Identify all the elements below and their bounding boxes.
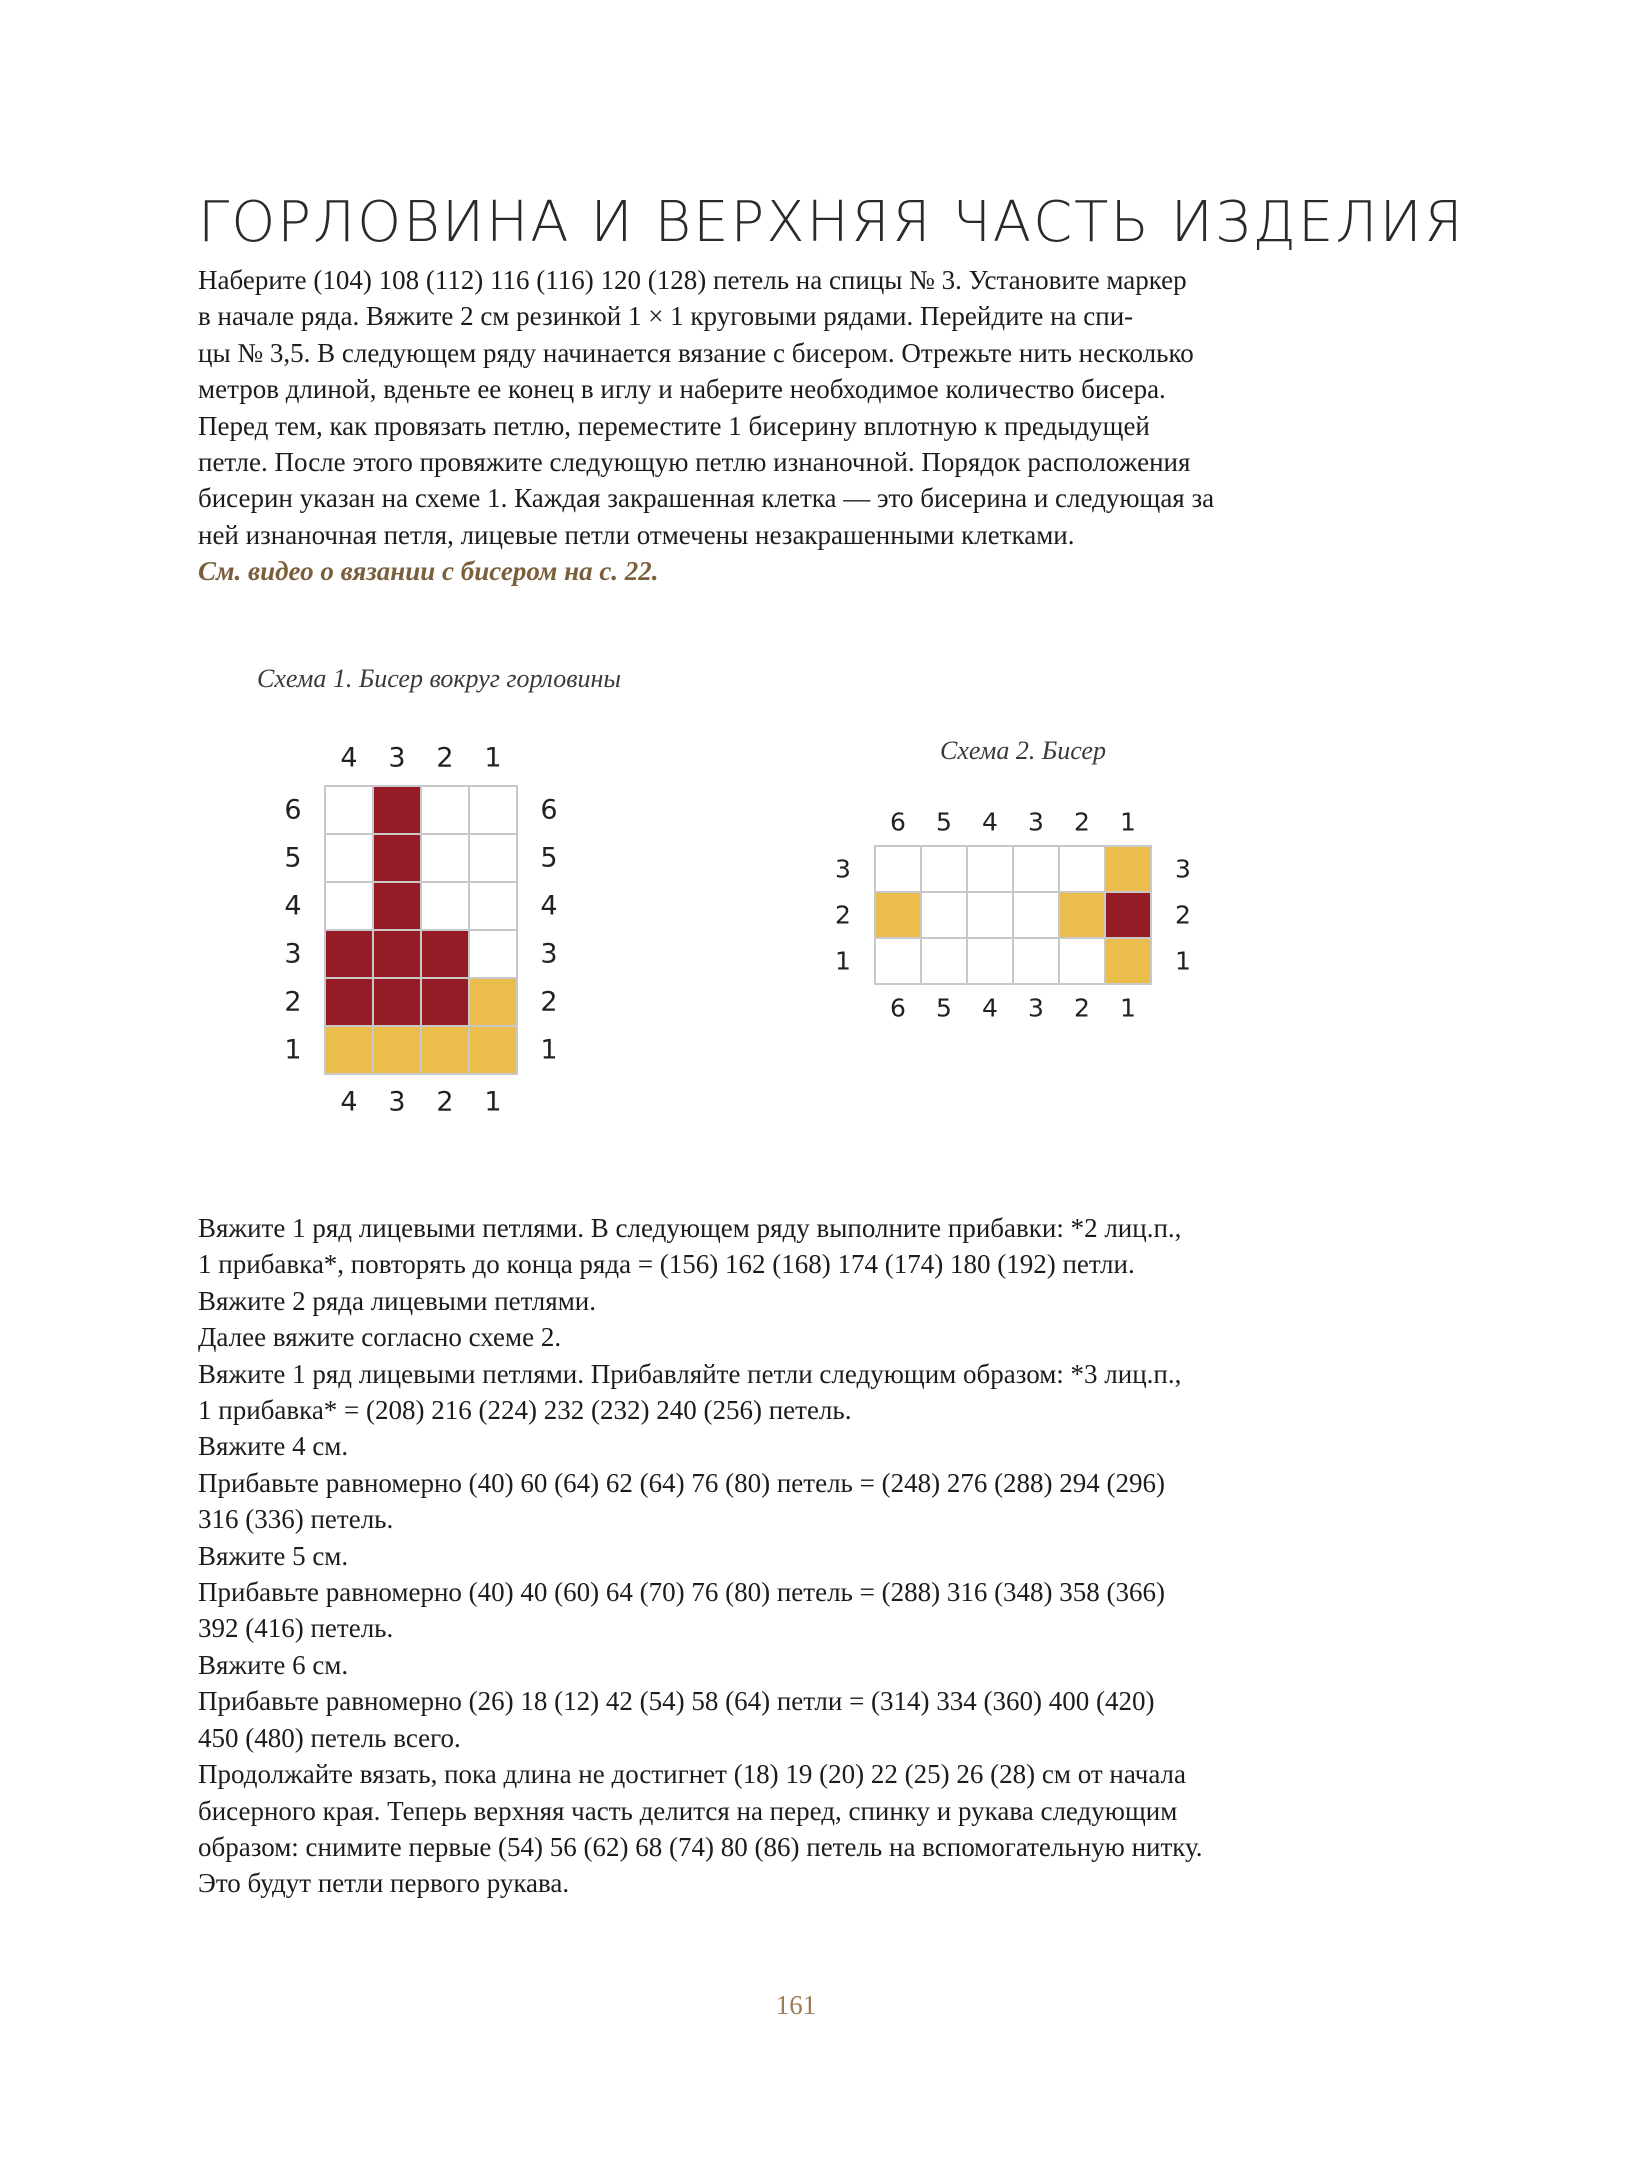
- bead-cell-red: [325, 978, 373, 1026]
- column-label-bottom: 3: [1028, 993, 1044, 1023]
- text-line: образом: снимите первые (54) 56 (62) 68 (74) 80 (86) петель на вспомогательную нитку.: [198, 1831, 1203, 1862]
- bead-cell-gold: [469, 1026, 517, 1074]
- bead-cell-red: [373, 786, 421, 834]
- text-line: цы № 3,5. В следующем ряду начинается вязание с бисером. Отрежьте нить несколько: [198, 337, 1194, 368]
- bead-cell-red: [325, 930, 373, 978]
- row-label-right: 2: [540, 986, 558, 1018]
- bead-cell-gold: [1105, 846, 1151, 892]
- text-line: Вяжите 2 ряда лицевыми петлями.: [198, 1285, 596, 1316]
- text-line: Вяжите 5 см.: [198, 1540, 349, 1571]
- bead-cell-gold: [1059, 892, 1105, 938]
- chart-1-bead-neckline: [270, 736, 620, 1124]
- text-line: Прибавьте равномерно (26) 18 (12) 42 (54) 58 (64) петли = (314) 334 (360) 400 (420): [198, 1686, 1155, 1717]
- chart-2-beads: [820, 800, 1260, 1030]
- text-line: 1 прибавка*, повторять до конца ряда = (156) 162 (168) 174 (174) 180 (192) петли.: [198, 1249, 1135, 1280]
- empty-cell: [469, 930, 517, 978]
- empty-cell: [1013, 846, 1059, 892]
- row-label-right: 3: [540, 938, 558, 970]
- column-label-top: 4: [982, 807, 998, 837]
- text-line: Продолжайте вязать, пока длина не достигнет (18) 19 (20) 22 (25) 26 (28) см от начала: [198, 1759, 1186, 1790]
- bead-cell-gold: [875, 892, 921, 938]
- column-label-top: 2: [1074, 807, 1090, 837]
- text-line: ней изнаночная петля, лицевые петли отмечены незакрашенными клетками.: [198, 519, 1075, 550]
- row-label-left: 2: [284, 986, 302, 1018]
- row-label-right: 3: [1175, 854, 1191, 884]
- bead-cell-red: [373, 834, 421, 882]
- empty-cell: [325, 786, 373, 834]
- column-label-top: 1: [1120, 807, 1136, 837]
- empty-cell: [921, 938, 967, 984]
- text-line: Наберите (104) 108 (112) 116 (116) 120 (128) петель на спицы № 3. Установите маркер: [198, 265, 1187, 295]
- row-label-left: 4: [284, 890, 302, 922]
- bead-cell-red: [373, 930, 421, 978]
- text-line: петле. После этого провяжите следующую петлю изнаночной. Порядок расположения: [198, 447, 1191, 478]
- column-label-top: 2: [436, 742, 454, 774]
- bead-cell-gold: [469, 978, 517, 1026]
- row-label-left: 3: [284, 938, 302, 970]
- text-line: Вяжите 1 ряд лицевыми петлями. Прибавляйте петли следующим образом: *3 лиц.п.,: [198, 1358, 1182, 1389]
- row-label-right: 2: [1175, 900, 1191, 930]
- row-label-right: 1: [540, 1034, 558, 1066]
- text-line: бисерного края. Теперь верхняя часть делится на перед, спинку и рукава следующим: [198, 1795, 1178, 1826]
- bead-cell-red: [421, 930, 469, 978]
- text-line: Прибавьте равномерно (40) 40 (60) 64 (70) 76 (80) петель = (288) 316 (348) 358 (366): [198, 1577, 1166, 1608]
- text-line: Вяжите 6 см.: [198, 1649, 349, 1680]
- page-title: ГОРЛОВИНА И ВЕРХНЯЯ ЧАСТЬ ИЗДЕЛИЯ: [198, 190, 1465, 255]
- row-label-left: 1: [835, 946, 851, 976]
- bead-cell-red: [1105, 892, 1151, 938]
- text-line: Далее вяжите согласно схеме 2.: [198, 1322, 562, 1353]
- row-label-right: 1: [1175, 946, 1191, 976]
- empty-cell: [325, 834, 373, 882]
- empty-cell: [1013, 938, 1059, 984]
- page-number: 161: [775, 1990, 817, 2020]
- empty-cell: [421, 786, 469, 834]
- row-label-right: 5: [540, 842, 558, 874]
- empty-cell: [921, 892, 967, 938]
- empty-cell: [875, 938, 921, 984]
- empty-cell: [421, 834, 469, 882]
- column-label-top: 3: [1028, 807, 1044, 837]
- column-label-bottom: 1: [484, 1086, 502, 1118]
- empty-cell: [1059, 846, 1105, 892]
- text-line: Вяжите 1 ряд лицевыми петлями. В следующем ряду выполните прибавки: *2 лиц.п.,: [198, 1213, 1182, 1243]
- text-line: 450 (480) петель всего.: [198, 1722, 461, 1753]
- text-line: 392 (416) петель.: [198, 1613, 394, 1644]
- column-label-top: 4: [340, 742, 358, 774]
- text-line: Прибавьте равномерно (40) 60 (64) 62 (64) 76 (80) петель = (248) 276 (288) 294 (296): [198, 1467, 1166, 1498]
- text-line: 316 (336) петель.: [198, 1504, 394, 1535]
- row-label-left: 1: [284, 1034, 302, 1066]
- column-label-top: 6: [890, 807, 906, 837]
- column-label-top: 3: [388, 742, 406, 774]
- text-line: в начале ряда. Вяжите 2 см резинкой 1 × 1 круговыми рядами. Перейдите на спи-: [198, 301, 1134, 332]
- empty-cell: [875, 846, 921, 892]
- row-label-right: 4: [540, 890, 558, 922]
- text-line: Это будут петли первого рукава.: [198, 1868, 570, 1899]
- column-label-top: 1: [484, 742, 502, 774]
- column-label-bottom: 4: [982, 993, 998, 1023]
- row-label-left: 3: [835, 854, 851, 884]
- column-label-bottom: 4: [340, 1086, 358, 1118]
- column-label-bottom: 6: [890, 993, 906, 1023]
- empty-cell: [967, 892, 1013, 938]
- text-line: 1 прибавка* = (208) 216 (224) 232 (232) 240 (256) петель.: [198, 1395, 852, 1426]
- video-link[interactable]: См. видео о вязании с бисером на с. 22.: [198, 556, 659, 587]
- empty-cell: [967, 846, 1013, 892]
- bead-cell-red: [373, 882, 421, 930]
- bead-cell-gold: [373, 1026, 421, 1074]
- column-label-top: 5: [936, 807, 952, 837]
- column-label-bottom: 1: [1120, 993, 1136, 1023]
- column-label-bottom: 2: [436, 1086, 454, 1118]
- bead-cell-red: [421, 978, 469, 1026]
- instructions-paragraph: [198, 1210, 1448, 1902]
- empty-cell: [469, 786, 517, 834]
- row-label-left: 5: [284, 842, 302, 874]
- bead-cell-gold: [1105, 938, 1151, 984]
- bead-cell-red: [373, 978, 421, 1026]
- text-line: Вяжите 4 см.: [198, 1431, 349, 1462]
- bead-cell-gold: [325, 1026, 373, 1074]
- empty-cell: [421, 882, 469, 930]
- bead-cell-gold: [421, 1026, 469, 1074]
- column-label-bottom: 3: [388, 1086, 406, 1118]
- empty-cell: [469, 834, 517, 882]
- empty-cell: [325, 882, 373, 930]
- empty-cell: [921, 846, 967, 892]
- chart-1-caption: Схема 1. Бисер вокруг горловины: [257, 664, 621, 693]
- chart-2-caption: Схема 2. Бисер: [940, 736, 1106, 765]
- text-line: Перед тем, как провязать петлю, переместите 1 бисерину вплотную к предыдущей: [198, 410, 1150, 441]
- row-label-left: 2: [835, 900, 851, 930]
- row-label-left: 6: [284, 794, 302, 826]
- empty-cell: [1013, 892, 1059, 938]
- column-label-bottom: 2: [1074, 993, 1090, 1023]
- intro-paragraph: [198, 262, 1448, 590]
- empty-cell: [1059, 938, 1105, 984]
- row-label-right: 6: [540, 794, 558, 826]
- empty-cell: [469, 882, 517, 930]
- text-line: бисерин указан на схеме 1. Каждая закрашенная клетка — это бисерина и следующая за: [198, 483, 1215, 514]
- column-label-bottom: 5: [936, 993, 952, 1023]
- text-line: метров длиной, вденьте ее конец в иглу и наберите необходимое количество бисера.: [198, 374, 1166, 405]
- empty-cell: [967, 938, 1013, 984]
